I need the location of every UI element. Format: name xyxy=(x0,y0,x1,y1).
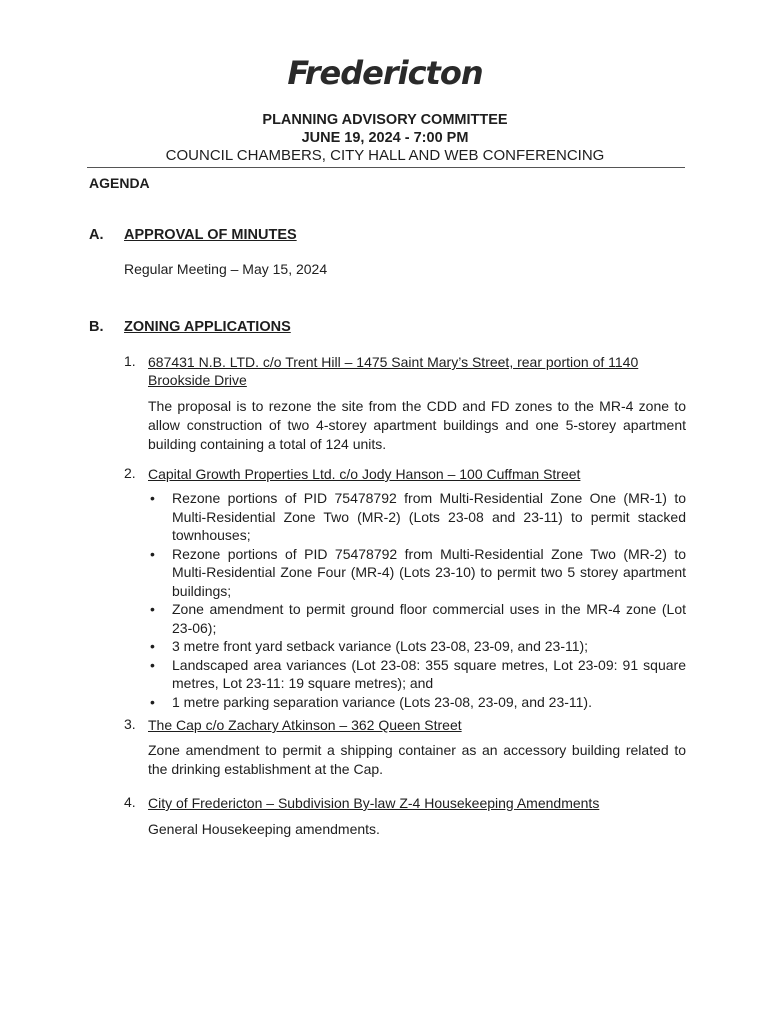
section-b-title: ZONING APPLICATIONS xyxy=(124,319,291,335)
item-3-title: The Cap c/o Zachary Atkinson – 362 Queen Street xyxy=(148,717,462,733)
item-2-title: Capital Growth Properties Ltd. c/o Jody Hanson – 100 Cuffman Street xyxy=(148,466,581,482)
list-item: • 1 metre parking separation variance (Lots 23-08, 23-09, and 23-11). xyxy=(148,693,686,712)
list-item: • 3 metre front yard setback variance (Lots 23-08, 23-09, and 23-11); xyxy=(148,637,686,656)
section-a-letter: A. xyxy=(89,227,104,243)
meeting-location: COUNCIL CHAMBERS, CITY HALL AND WEB CONFERENCING xyxy=(165,147,605,164)
item-2-number: 2. xyxy=(124,465,136,481)
item-1-title: 687431 N.B. LTD. c/o Trent Hill – 1475 Saint Mary’s Street, rear portion of 1140 Brookside Drive xyxy=(148,354,639,388)
meeting-date: JUNE 19, 2024 - 7:00 PM xyxy=(301,130,469,146)
agenda-heading: AGENDA xyxy=(89,175,150,191)
item-2-bullet-list xyxy=(148,489,686,711)
committee-name: PLANNING ADVISORY COMMITTEE xyxy=(262,112,508,128)
minutes-text: Regular Meeting – May 15, 2024 xyxy=(124,261,328,277)
item-3-number: 3. xyxy=(124,716,136,732)
list-item: • Landscaped area variances (Lot 23-08: 355 square metres, Lot 23-09: 91 square metres, Lot 23-11: 19 square metres); and xyxy=(148,656,686,693)
item-4-title: City of Fredericton – Subdivision By-law Z-4 Housekeeping Amendments xyxy=(148,795,600,811)
list-item: • Zone amendment to permit ground floor commercial uses in the MR-4 zone (Lot 23-06); xyxy=(148,600,686,637)
list-item: • Rezone portions of PID 75478792 from Multi-Residential Zone Two (MR-2) to Multi-Residential Zone Four (MR-4) (Lots 23-10) to permit two 5 storey apartment buildings; xyxy=(148,545,686,601)
list-item: • Rezone portions of PID 75478792 from Multi-Residential Zone One (MR-1) to Multi-Residential Zone Two (MR-2) (Lots 23-08 and 23-11) to permit stacked townhouses; xyxy=(148,489,686,545)
section-b-letter: B. xyxy=(89,319,104,335)
item-4-description: General Housekeeping amendments. xyxy=(148,821,380,837)
fredericton-logo: Fredericton xyxy=(287,54,483,92)
item-4-number: 4. xyxy=(124,794,136,810)
item-1-description: The proposal is to rezone the site from the CDD and FD zones to the MR-4 zone to allow construction of two 4-storey apartment buildings and one 5-storey apartment building containing a total of 124 units. xyxy=(148,398,686,452)
header-divider xyxy=(87,167,685,168)
item-3-description: Zone amendment to permit a shipping container as an accessory building related to the drinking establishment at the Cap. xyxy=(148,742,686,777)
item-1-number: 1. xyxy=(124,353,136,369)
section-a-title: APPROVAL OF MINUTES xyxy=(124,227,297,243)
